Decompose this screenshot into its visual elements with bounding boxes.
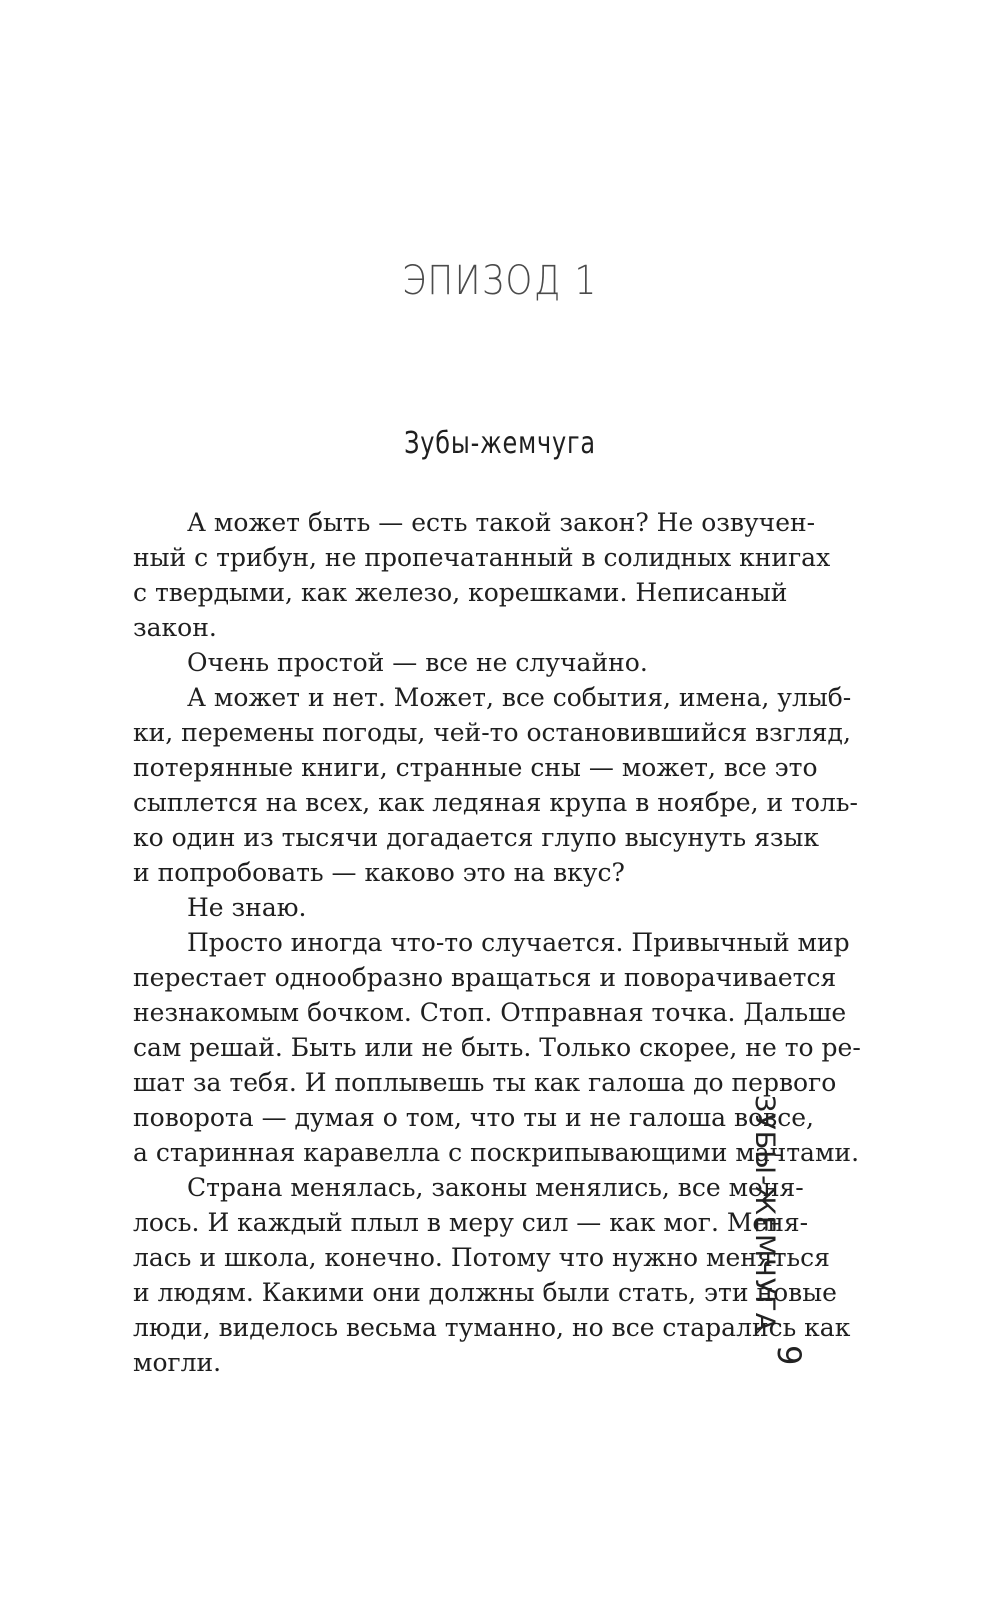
text-line: сыплется на всех, как ледяная крупа в ноябре, и толь- [133, 788, 858, 817]
text-line: Не знаю. [187, 893, 307, 922]
text-line: могли. [133, 1348, 222, 1377]
episode-label: ЭПИЗОД 1 [402, 258, 598, 304]
text-line: и людям. Какими они должны были стать, эти новые [133, 1278, 837, 1307]
text-line: лось. И каждый плыл в меру сил — как мог. Меня- [133, 1208, 809, 1237]
text-line: закон. [133, 613, 217, 642]
page-number: 9 [770, 1345, 808, 1366]
text-line: шат за тебя. И поплывешь ты как галоша до первого [133, 1068, 837, 1097]
text-line: Страна менялась, законы менялись, все меня- [187, 1173, 804, 1202]
text-line: А может быть — есть такой закон? Не озвучен- [187, 508, 816, 537]
text-line: перестает однообразно вращаться и поворачивается [133, 963, 837, 992]
text-line: поворота — думая о том, что ты и не галоша вовсе, [133, 1103, 814, 1132]
text-line: люди, виделось весьма туманно, но все старались как [133, 1313, 851, 1342]
text-line: потерянные книги, странные сны — может, все это [133, 753, 818, 782]
text-line: А может и нет. Может, все события, имена, улыб- [187, 683, 852, 712]
text-line: Очень простой — все не случайно. [187, 648, 648, 677]
text-line: ко один из тысячи догадается глупо высунуть язык [133, 823, 820, 852]
running-head-title: ЗУБЫ-ЖЕМЧУГА [749, 1095, 780, 1333]
text-line: ный с трибун, не пропечатанный в солидных книгах [133, 543, 831, 572]
text-line: а старинная каравелла с поскрипывающими мачтами. [133, 1138, 860, 1167]
chapter-title: Зубы-жемчуга [404, 426, 596, 461]
text-line: ки, перемены погоды, чей-то остановившийся взгляд, [133, 718, 851, 747]
body-text [133, 505, 861, 1380]
text-line: сам решай. Быть или не быть. Только скорее, не то ре- [133, 1033, 861, 1062]
text-line: незнакомым бочком. Стоп. Отправная точка. Дальше [133, 998, 847, 1027]
text-line: и попробовать — каково это на вкус? [133, 858, 625, 887]
text-line: лась и школа, конечно. Потому что нужно меняться [133, 1243, 830, 1272]
text-line: Просто иногда что-то случается. Привычный мир [187, 928, 850, 957]
text-line: с твердыми, как железо, корешками. Неписаный [133, 578, 788, 607]
